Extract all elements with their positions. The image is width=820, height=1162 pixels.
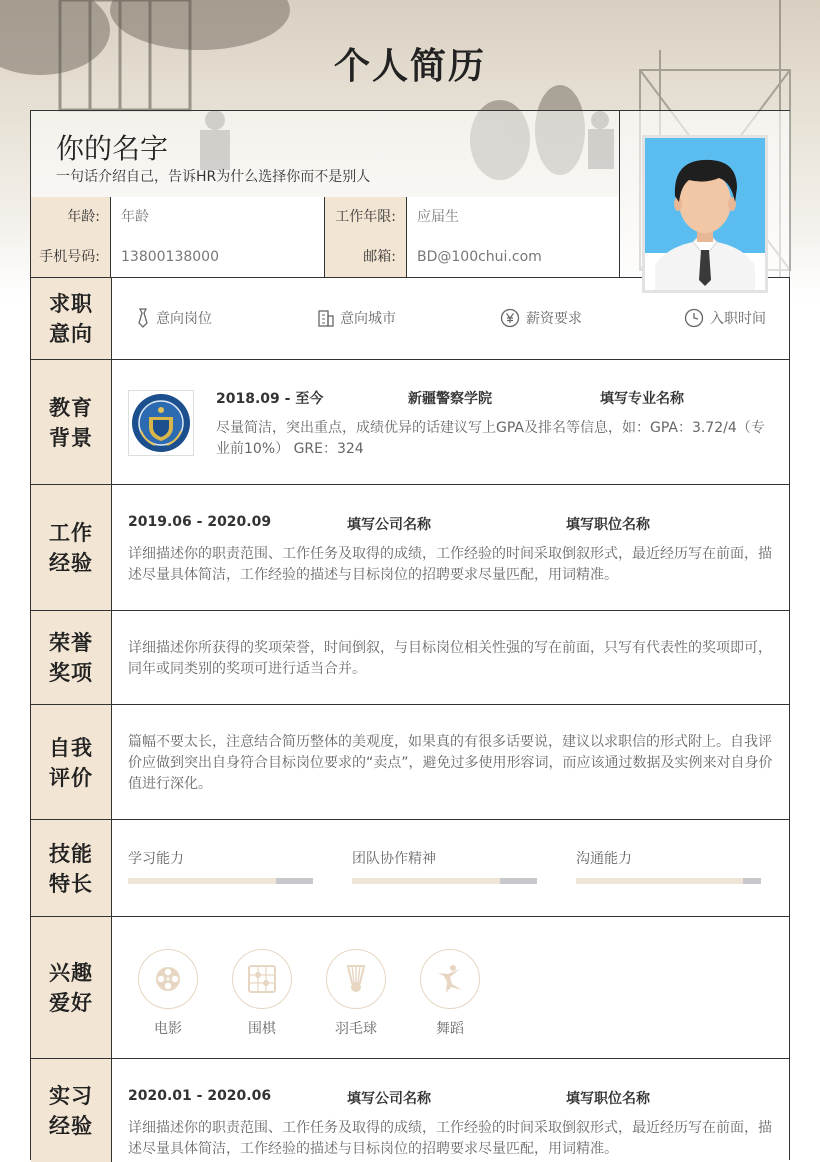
work-position[interactable]: 填写职位名称 bbox=[566, 517, 650, 533]
internship-header bbox=[128, 1088, 773, 1110]
page-title: 个人简历 bbox=[333, 46, 486, 87]
section-label-work: 工作经验 bbox=[49, 521, 93, 575]
internship-position[interactable]: 填写职位名称 bbox=[566, 1091, 650, 1107]
intention-salary-label: 薪资要求 bbox=[526, 311, 582, 327]
work-header bbox=[128, 514, 773, 536]
photo-cell bbox=[619, 111, 790, 277]
info-row-1 bbox=[31, 197, 619, 238]
work-period[interactable]: 2019.06 - 2020.09 bbox=[128, 514, 272, 530]
intention-position[interactable] bbox=[136, 308, 212, 328]
intention-city-label: 意向城市 bbox=[340, 311, 396, 327]
work-company[interactable]: 填写公司名称 bbox=[347, 517, 431, 533]
skill-bar bbox=[128, 878, 313, 884]
hobby-name: 围棋 bbox=[248, 1021, 276, 1037]
section-internship bbox=[31, 1058, 789, 1162]
education-header bbox=[216, 388, 796, 410]
education-description[interactable]: 尽量简洁，突出重点，成绩优异的话建议写上GPA及排名等信息，如：GPA：3.72/4（专业前10%） GRE：324 bbox=[216, 420, 765, 457]
skill-item[interactable] bbox=[576, 848, 761, 884]
section-label-education: 教育背景 bbox=[49, 395, 93, 450]
skill-bar-fill bbox=[352, 878, 500, 884]
hobby-name: 舞蹈 bbox=[436, 1021, 464, 1037]
section-hobbies bbox=[31, 916, 789, 1059]
building-icon bbox=[318, 309, 334, 327]
work-years-label: 工作年限: bbox=[325, 197, 407, 237]
school-emblem-icon bbox=[129, 391, 193, 455]
section-self-eval bbox=[31, 704, 789, 820]
education-school[interactable]: 新疆警察学院 bbox=[408, 391, 492, 407]
skill-bar-fill bbox=[576, 878, 743, 884]
intention-position-label: 意向岗位 bbox=[156, 311, 212, 327]
intention-city[interactable] bbox=[318, 308, 396, 328]
intention-start-date[interactable] bbox=[684, 308, 766, 328]
section-label-honors: 荣誉奖项 bbox=[49, 631, 93, 685]
info-row-2 bbox=[31, 237, 619, 277]
clock-icon bbox=[684, 308, 704, 328]
section-education bbox=[31, 359, 789, 485]
internship-period[interactable]: 2020.01 - 2020.06 bbox=[128, 1088, 272, 1104]
phone-value[interactable]: 13800138000 bbox=[111, 237, 325, 277]
email-label: 邮箱: bbox=[325, 237, 407, 277]
hobby-name: 羽毛球 bbox=[335, 1021, 377, 1037]
shuttlecock-icon bbox=[341, 963, 371, 995]
skill-bar-fill bbox=[128, 878, 276, 884]
section-label-hobbies: 兴趣爱好 bbox=[49, 961, 93, 1015]
age-value[interactable]: 年龄 bbox=[111, 197, 325, 237]
skill-item[interactable] bbox=[128, 848, 313, 884]
hobby-item-movie[interactable] bbox=[137, 949, 199, 1038]
dancer-icon bbox=[434, 963, 466, 995]
profile-header bbox=[31, 111, 619, 198]
section-honors bbox=[31, 610, 789, 705]
go-board-icon bbox=[246, 963, 278, 995]
section-label-intention: 求职意向 bbox=[49, 292, 93, 346]
skill-item[interactable] bbox=[352, 848, 537, 884]
phone-label: 手机号码: bbox=[31, 237, 111, 277]
hobby-name: 电影 bbox=[154, 1021, 182, 1037]
education-major[interactable]: 填写专业名称 bbox=[600, 391, 684, 407]
education-period[interactable]: 2018.09 - 至今 bbox=[216, 391, 324, 407]
section-label-internship: 实习经验 bbox=[49, 1083, 93, 1138]
work-description[interactable]: 详细描述你的职责范围、工作任务及取得的成绩，工作经验的时间采取倒叙形式，最近经历写在前面，描述尽量具体简洁，工作经验的描述与目标岗位的招聘要求尽量匹配，用词精准。 bbox=[128, 546, 772, 583]
self-eval-description[interactable]: 篇幅不要太长，注意结合简历整体的美观度，如果真的有很多话要说，建议以求职信的形式附上。自我评价应做到突出自身符合目标岗位要求的“卖点”，避免过多使用形容词，而应该通过数据及实例来对自身价值进行深化。 bbox=[128, 734, 773, 792]
skill-name: 团队协作精神 bbox=[352, 851, 436, 867]
tie-icon bbox=[136, 308, 150, 328]
email-value[interactable]: BD@100chui.com bbox=[407, 237, 619, 277]
section-label-skills: 技能特长 bbox=[49, 841, 93, 896]
intention-salary[interactable] bbox=[500, 308, 582, 328]
work-years-value[interactable]: 应届生 bbox=[407, 197, 619, 237]
honors-description[interactable]: 详细描述你所获得的奖项荣誉，时间倒叙，与目标岗位相关性强的写在前面，只写有代表性的奖项即可，同年或同类别的奖项可进行适当合并。 bbox=[128, 640, 772, 677]
hobby-item-dance[interactable] bbox=[419, 949, 481, 1038]
section-label-self-eval: 自我评价 bbox=[49, 735, 93, 790]
avatar-icon bbox=[645, 138, 765, 290]
age-label: 年龄: bbox=[31, 197, 111, 237]
film-reel-icon bbox=[153, 964, 183, 994]
section-work bbox=[31, 484, 789, 611]
intention-start-date-label: 入职时间 bbox=[710, 311, 766, 327]
skill-bar bbox=[576, 878, 761, 884]
hobby-item-badminton[interactable] bbox=[325, 949, 387, 1038]
internship-description[interactable]: 详细描述你的职责范围、工作任务及取得的成绩，工作经验的时间采取倒叙形式，最近经历写在前面，描述尽量具体简洁，工作经验的描述与目标岗位的招聘要求尽量匹配，用词精准。 bbox=[128, 1120, 772, 1157]
skill-name: 沟通能力 bbox=[576, 851, 632, 867]
skill-name: 学习能力 bbox=[128, 851, 184, 867]
yen-icon bbox=[500, 308, 520, 328]
profile-name[interactable]: 你的名字 bbox=[56, 132, 169, 165]
skill-bar bbox=[352, 878, 537, 884]
section-skills bbox=[31, 819, 789, 917]
internship-company[interactable]: 填写公司名称 bbox=[347, 1091, 431, 1107]
profile-slogan[interactable]: 一句话介绍自己，告诉HR为什么选择你而不是别人 bbox=[56, 169, 371, 185]
avatar[interactable] bbox=[642, 135, 768, 293]
hobby-item-go[interactable] bbox=[231, 949, 293, 1038]
school-logo bbox=[128, 390, 194, 456]
resume-frame bbox=[30, 110, 790, 1160]
